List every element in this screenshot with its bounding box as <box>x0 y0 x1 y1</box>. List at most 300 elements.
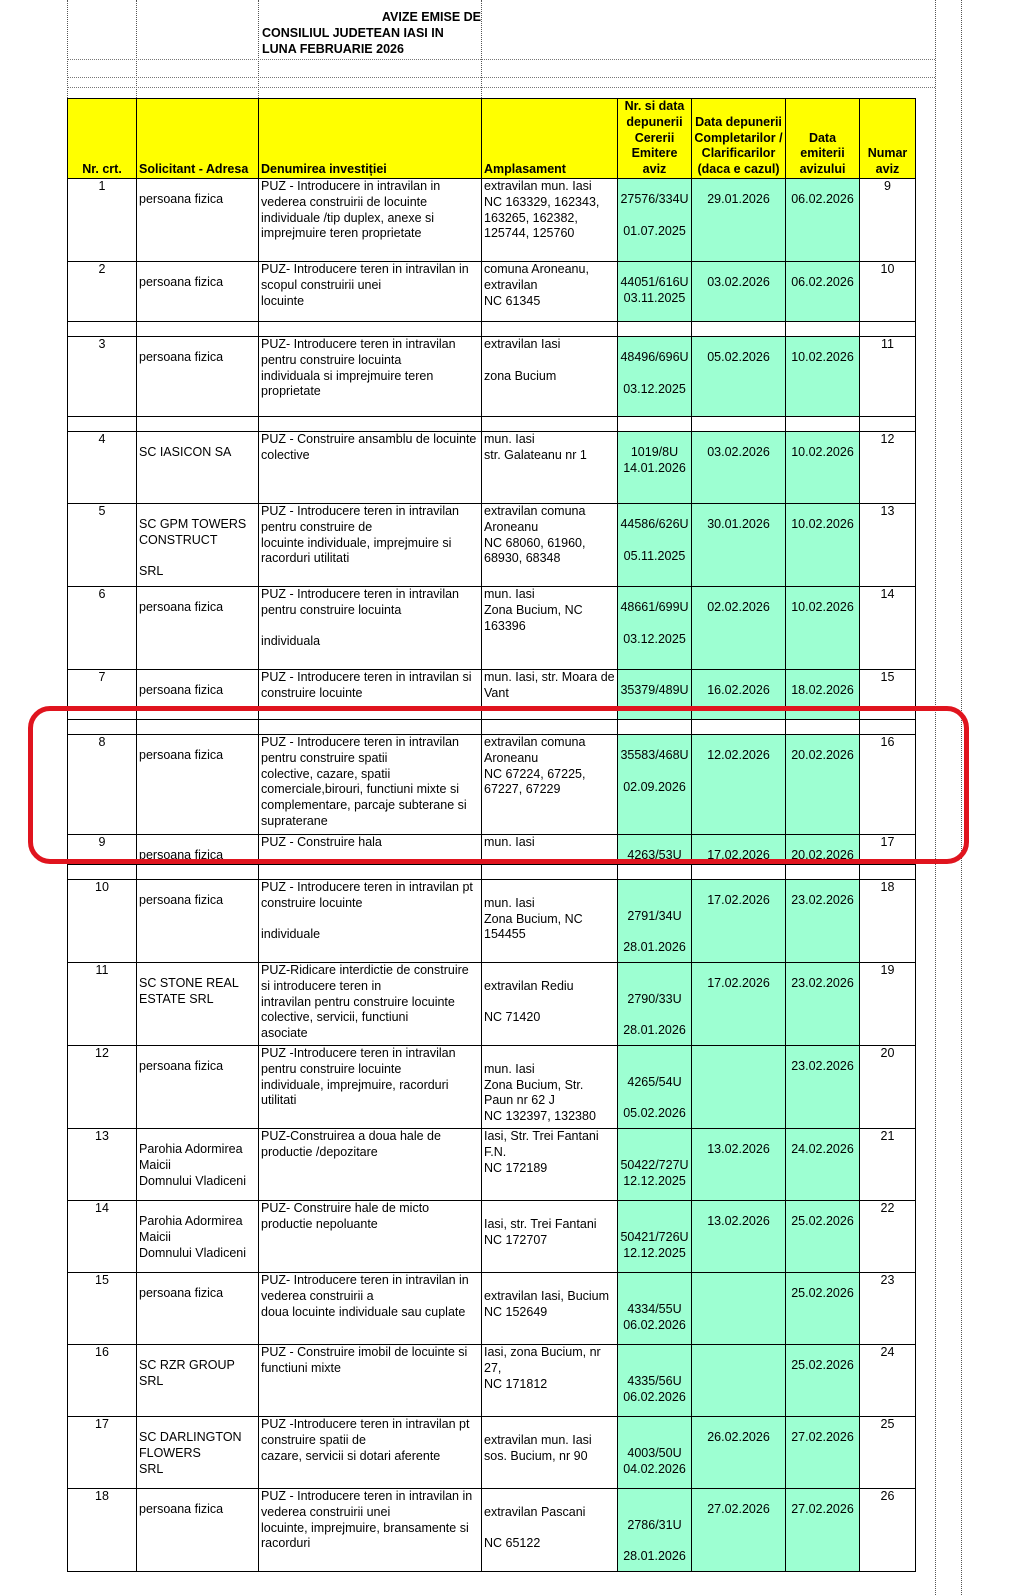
cell-denumire <box>259 963 482 1046</box>
table-row <box>68 262 916 322</box>
spacer-row <box>68 865 916 880</box>
report-title <box>262 9 487 57</box>
cell-emitere: 20.02.2026 <box>786 835 860 865</box>
cell-line: functiuni mixte <box>261 1360 341 1375</box>
cell-denumire <box>259 880 482 963</box>
empty-cell <box>692 865 786 880</box>
cell-cerere <box>618 1489 692 1572</box>
cell-line: productie nepoluante <box>261 1216 378 1231</box>
cell-amplasament <box>482 179 618 262</box>
cell-line: PUZ - Introducere teren in intravilan si <box>261 670 472 684</box>
cell-line: Iasi, zona Bucium, nr <box>484 1345 601 1359</box>
cell-emitere: 06.02.2026 <box>786 262 860 322</box>
cell-clarificari: 29.01.2026 <box>692 179 786 262</box>
cell-denumire <box>259 587 482 670</box>
cell-line: persoana fizica <box>139 1059 224 1073</box>
cell-line: cazare, servicii si dotari aferente <box>261 1448 441 1463</box>
cell-nr: 7 <box>68 670 137 720</box>
cell-line: PUZ- Introducere teren in intravilan <box>261 337 456 351</box>
cell-denumire <box>259 1273 482 1345</box>
cell-line: 1019/8U <box>630 445 679 459</box>
cell-numar-aviz: 23 <box>860 1273 916 1345</box>
cell-line: 05.02.2026 <box>623 1106 686 1121</box>
cell-emitere: 27.02.2026 <box>786 1489 860 1572</box>
table-row <box>68 587 916 670</box>
cell-solicitant <box>137 1273 259 1345</box>
header-emitere: Data emiterii avizului <box>786 99 860 179</box>
cell-line: asociate <box>261 1026 308 1041</box>
cell-line: SC DARLINGTON <box>139 1430 242 1444</box>
cell-line: Maicii <box>139 1157 171 1172</box>
empty-cell <box>137 322 259 337</box>
highlight-box <box>28 706 969 864</box>
cell-line: 125744, 125760 <box>484 226 575 241</box>
cell-line: pentru construire locuinta <box>261 602 402 617</box>
cell-line: PUZ - Introducere teren in intravilan in <box>261 1489 473 1503</box>
cell-line: extravilan Iasi, Bucium <box>484 1288 610 1303</box>
cell-line <box>484 353 615 369</box>
cell-solicitant <box>137 1417 259 1489</box>
cell-line: persoana fizica <box>139 748 224 762</box>
cell-line: 2791/34U <box>627 908 682 923</box>
cell-line: 154455 <box>484 927 526 942</box>
cell-line: individuale /tip duplex, anexe si <box>261 210 435 225</box>
cell-line: 68930, 68348 <box>484 551 561 566</box>
cell-line: extravilan mun. Iasi <box>484 179 592 193</box>
cell-numar-aviz: 26 <box>860 1489 916 1572</box>
cell-solicitant <box>137 880 259 963</box>
cell-emitere: 10.02.2026 <box>786 587 860 670</box>
cell-emitere: 25.02.2026 <box>786 1273 860 1345</box>
cell-denumire <box>259 1129 482 1201</box>
cell-line: NC 68060, 61960, <box>484 535 586 550</box>
cell-line: mun. Iasi <box>484 587 535 601</box>
cell-line: persoana fizica <box>139 848 224 862</box>
cell-cerere <box>618 587 692 670</box>
cell-cerere <box>618 262 692 322</box>
cell-amplasament <box>482 1046 618 1129</box>
empty-cell <box>786 417 860 432</box>
empty-cell <box>482 322 618 337</box>
cell-line: vederea construirii de locuinte <box>261 194 428 209</box>
cell-cerere <box>618 1046 692 1129</box>
cell-denumire <box>259 1417 482 1489</box>
cell-solicitant <box>137 1489 259 1572</box>
cell-line: PUZ - Introducere teren in intravilan <box>261 735 460 749</box>
cell-line: 50421/726U <box>620 1229 689 1244</box>
table-row <box>68 1273 916 1345</box>
cell-line: 02.09.2026 <box>623 779 686 794</box>
cell-amplasament <box>482 880 618 963</box>
cell-line: NC 172707 <box>484 1232 548 1247</box>
cell-denumire <box>259 504 482 587</box>
cell-emitere: 10.02.2026 <box>786 504 860 587</box>
cell-line: SRL <box>139 1373 164 1388</box>
cell-line: PUZ - Construire ansamblu de locuinte <box>261 432 477 446</box>
cell-amplasament <box>482 1489 618 1572</box>
cell-line <box>620 1008 689 1024</box>
cell-line: PUZ - Introducere teren in intravilan pt <box>261 880 473 894</box>
cell-line: SC RZR GROUP <box>139 1358 235 1372</box>
empty-cell <box>786 865 860 880</box>
cell-solicitant <box>137 1046 259 1129</box>
cell-clarificari: 02.02.2026 <box>692 587 786 670</box>
header-numar: Numar aviz <box>860 99 916 179</box>
table-row <box>68 337 916 417</box>
cell-line: vederea construirii unei <box>261 1504 391 1519</box>
cell-solicitant <box>137 1201 259 1273</box>
cell-line: Aroneanu <box>484 750 539 765</box>
cell-line: construire locuinte <box>261 685 363 700</box>
cell-line: 35379/489U <box>620 683 689 697</box>
cell-line: Parohia Adormirea <box>139 1142 243 1156</box>
cell-line: individuale, imprejmuire, racorduri <box>261 1077 449 1092</box>
cell-clarificari: 17.02.2026 <box>692 835 786 865</box>
cell-clarificari: 27.02.2026 <box>692 1489 786 1572</box>
cell-line <box>620 1502 689 1518</box>
cell-denumire <box>259 1489 482 1572</box>
cell-line: 67227, 67229 <box>484 782 561 797</box>
empty-cell <box>692 322 786 337</box>
cell-line: 4263/53U <box>627 848 682 862</box>
cell-line: 4265/54U <box>627 1074 682 1089</box>
cell-line: 2790/33U <box>627 991 682 1006</box>
cell-line: extravilan comuna <box>484 504 586 518</box>
cell-line <box>139 549 256 565</box>
title-line-3: LUNA FEBRUARIE 2026 <box>262 42 404 56</box>
cell-line: NC 171812 <box>484 1376 548 1391</box>
cell-line: persoana fizica <box>139 893 224 907</box>
cell-line: PUZ -Introducere teren in intravilan pt <box>261 1417 470 1431</box>
cell-line: Domnului Vladiceni <box>139 1245 247 1260</box>
cell-line: PUZ-Ridicare interdictie de construire <box>261 963 469 977</box>
cell-line <box>261 619 479 635</box>
cell-nr: 16 <box>68 1345 137 1417</box>
header-nr: Nr. crt. <box>68 99 137 179</box>
cell-line <box>484 1273 615 1289</box>
cell-line: Iasi, str. Trei Fantani <box>484 1216 597 1231</box>
cell-cerere <box>618 1417 692 1489</box>
cell-cerere <box>618 1345 692 1417</box>
cell-cerere <box>618 1129 692 1201</box>
cell-line: Maicii <box>139 1229 171 1244</box>
cell-line: 12.12.2025 <box>623 1245 686 1260</box>
cell-line: Zona Bucium, Str. <box>484 1077 584 1092</box>
cell-line: mun. Iasi <box>484 835 535 849</box>
cell-denumire <box>259 337 482 417</box>
cell-line: 28.01.2026 <box>623 940 686 955</box>
empty-cell <box>860 417 916 432</box>
cell-numar-aviz: 17 <box>860 835 916 865</box>
cell-line: SC IASICON SA <box>139 445 232 459</box>
cell-emitere: 23.02.2026 <box>786 963 860 1046</box>
cell-emitere: 10.02.2026 <box>786 432 860 504</box>
cell-line: sos. Bucium, nr 90 <box>484 1448 588 1463</box>
cell-emitere: 20.02.2026 <box>786 735 860 835</box>
cell-line: mun. Iasi <box>484 1061 535 1076</box>
cell-line: PUZ- Introducere teren in intravilan in <box>261 262 469 276</box>
cell-numar-aviz: 15 <box>860 670 916 720</box>
cell-line <box>620 1059 689 1075</box>
table-row <box>68 504 916 587</box>
cell-solicitant <box>137 262 259 322</box>
cell-line: NC 163329, 162343, <box>484 194 600 209</box>
cell-clarificari: 13.02.2026 <box>692 1201 786 1273</box>
empty-cell <box>68 417 137 432</box>
cell-line: PUZ - Introducere in intravilan in <box>261 179 441 193</box>
cell-line: comuna Aroneanu, <box>484 262 589 276</box>
cell-line: persoana fizica <box>139 192 224 206</box>
table-row <box>68 1417 916 1489</box>
table-row <box>68 179 916 262</box>
cell-cerere <box>618 1201 692 1273</box>
cell-line: doua locuinte individuale sau cuplate <box>261 1304 466 1319</box>
cell-line: persoana fizica <box>139 600 224 614</box>
cell-solicitant <box>137 963 259 1046</box>
cell-line: SRL <box>139 564 164 579</box>
empty-cell <box>860 322 916 337</box>
cell-amplasament <box>482 1273 618 1345</box>
cell-emitere: 25.02.2026 <box>786 1201 860 1273</box>
cell-numar-aviz: 16 <box>860 735 916 835</box>
cell-line: intravilan pentru construire locuinte <box>261 994 455 1009</box>
cell-cerere <box>618 432 692 504</box>
cell-numar-aviz: 10 <box>860 262 916 322</box>
cell-amplasament <box>482 1345 618 1417</box>
cell-nr: 9 <box>68 835 137 865</box>
cell-cerere <box>618 179 692 262</box>
empty-cell <box>618 417 692 432</box>
cell-line <box>484 995 615 1011</box>
cell-clarificari: 12.02.2026 <box>692 735 786 835</box>
header-denumire: Denumirea investiției <box>259 99 482 179</box>
empty-cell <box>137 417 259 432</box>
header-amplasament: Amplasament <box>482 99 618 179</box>
cell-line: imprejmuire teren proprietate <box>261 226 422 241</box>
cell-nr: 4 <box>68 432 137 504</box>
cell-amplasament <box>482 337 618 417</box>
cell-line: Zona Bucium, NC <box>484 911 583 926</box>
cell-line: pentru construire spatii <box>261 750 388 765</box>
cell-line: ESTATE SRL <box>139 991 214 1006</box>
cell-line: FLOWERS <box>139 1445 201 1460</box>
cell-line: PUZ - Construire imobil de locuinte si <box>261 1345 468 1359</box>
header-row <box>68 99 916 179</box>
cell-line: extravilan Rediu <box>484 978 574 993</box>
cell-line <box>484 1046 615 1062</box>
table-row <box>68 432 916 504</box>
cell-line: 28.01.2026 <box>623 1023 686 1038</box>
cell-amplasament <box>482 504 618 587</box>
cell-denumire <box>259 1345 482 1417</box>
cell-nr: 15 <box>68 1273 137 1345</box>
cell-line: extravilan mun. Iasi <box>484 1432 592 1447</box>
cell-line: 01.07.2025 <box>623 223 686 238</box>
cell-amplasament <box>482 432 618 504</box>
cell-line: extravilan Pascani <box>484 1504 586 1519</box>
cell-clarificari: 17.02.2026 <box>692 880 786 963</box>
cell-line: NC 65122 <box>484 1536 541 1551</box>
cell-line <box>620 1358 689 1374</box>
empty-cell <box>137 865 259 880</box>
cell-line: 03.12.2025 <box>623 631 686 646</box>
cell-line: 163396 <box>484 618 526 633</box>
cell-emitere: 18.02.2026 <box>786 670 860 720</box>
cell-line: extravilan Iasi <box>484 337 561 351</box>
cell-line: persoana fizica <box>139 275 224 289</box>
cell-line: 12.12.2025 <box>623 1173 686 1188</box>
cell-line: 04.02.2026 <box>623 1461 686 1476</box>
cell-line: pentru construire locuinte <box>261 1061 402 1076</box>
empty-cell <box>786 322 860 337</box>
cell-line: Aroneanu <box>484 519 539 534</box>
cell-line: mun. Iasi <box>484 432 535 446</box>
cell-line: colective <box>261 447 310 462</box>
cell-line: NC 152649 <box>484 1304 548 1319</box>
cell-line: Iasi, Str. Trei Fantani <box>484 1129 599 1143</box>
cell-line: PUZ -Introducere teren in intravilan <box>261 1046 456 1060</box>
cell-line <box>620 1286 689 1302</box>
cell-numar-aviz: 13 <box>860 504 916 587</box>
header-clarificari: Data depunerii Completarilor / Clarificarilor (daca e cazul) <box>692 99 786 179</box>
cell-line: Zona Bucium, NC <box>484 602 583 617</box>
cell-line <box>620 1142 689 1158</box>
cell-line: 27576/334U <box>620 192 689 206</box>
cell-line <box>261 912 479 928</box>
cell-numar-aviz: 25 <box>860 1417 916 1489</box>
cell-nr: 11 <box>68 963 137 1046</box>
cell-clarificari: 03.02.2026 <box>692 262 786 322</box>
cell-line: 05.11.2025 <box>623 548 686 563</box>
cell-line: extravilan <box>484 277 538 292</box>
cell-clarificari: 16.02.2026 <box>692 670 786 720</box>
cell-line: NC 67224, 67225, <box>484 766 586 781</box>
cell-line: 03.12.2025 <box>623 381 686 396</box>
cell-denumire <box>259 262 482 322</box>
cell-line: Domnului Vladiceni <box>139 1173 247 1188</box>
cell-nr: 6 <box>68 587 137 670</box>
cell-line: NC 71420 <box>484 1010 541 1025</box>
cell-numar-aviz: 14 <box>860 587 916 670</box>
cell-numar-aviz: 11 <box>860 337 916 417</box>
cell-line: individuale <box>261 927 321 942</box>
cell-line: pentru construire de <box>261 519 373 534</box>
cell-line <box>484 963 615 979</box>
cell-line: mun. Iasi, str. Moara de <box>484 670 615 684</box>
empty-cell <box>68 865 137 880</box>
cell-solicitant <box>137 1129 259 1201</box>
cell-line: si introducere teren in <box>261 978 382 993</box>
cell-line: 28.01.2026 <box>623 1549 686 1564</box>
cell-cerere <box>618 504 692 587</box>
cell-nr: 18 <box>68 1489 137 1572</box>
cell-solicitant <box>137 587 259 670</box>
cell-clarificari <box>692 1273 786 1345</box>
cell-numar-aviz: 18 <box>860 880 916 963</box>
cell-amplasament <box>482 1201 618 1273</box>
cell-numar-aviz: 12 <box>860 432 916 504</box>
cell-line: 50422/727U <box>620 1157 689 1172</box>
cell-line: pentru construire locuinta <box>261 352 402 367</box>
cell-line <box>620 208 689 224</box>
cell-line: 4003/50U <box>627 1445 682 1460</box>
cell-line: individuala si imprejmuire teren <box>261 368 434 383</box>
cell-line <box>620 1214 689 1230</box>
cell-cerere <box>618 337 692 417</box>
empty-cell <box>68 322 137 337</box>
table-row <box>68 1046 916 1129</box>
cell-solicitant <box>137 1345 259 1417</box>
cell-line: 48661/699U <box>620 600 689 614</box>
table-row <box>68 1345 916 1417</box>
cell-line <box>484 1417 615 1433</box>
cell-line <box>484 880 615 896</box>
cell-line: SRL <box>139 1461 164 1476</box>
empty-cell <box>618 865 692 880</box>
cell-line: racorduri <box>261 1536 311 1551</box>
empty-cell <box>692 417 786 432</box>
cell-denumire <box>259 1201 482 1273</box>
cell-line: vederea construirii a <box>261 1288 374 1303</box>
cell-solicitant <box>137 337 259 417</box>
cell-nr: 1 <box>68 179 137 262</box>
cell-line: 44051/616U <box>620 275 689 289</box>
cell-line: PUZ - Construire hala <box>261 835 382 849</box>
cell-solicitant <box>137 504 259 587</box>
cell-amplasament <box>482 1129 618 1201</box>
cell-line: 44586/626U <box>620 517 689 531</box>
cell-line <box>484 1201 615 1217</box>
cell-amplasament <box>482 1417 618 1489</box>
cell-denumire <box>259 179 482 262</box>
cell-line: PUZ - Introducere teren in intravilan <box>261 504 460 518</box>
cell-line <box>620 925 689 941</box>
table-row <box>68 963 916 1046</box>
cell-clarificari: 30.01.2026 <box>692 504 786 587</box>
cell-line <box>620 1534 689 1550</box>
cell-clarificari <box>692 1046 786 1129</box>
cell-line: 14.01.2026 <box>623 460 686 475</box>
cell-line: locuinte <box>261 293 305 308</box>
spacer-row <box>68 322 916 337</box>
cell-line <box>620 616 689 632</box>
cell-line: 06.02.2026 <box>623 1389 686 1404</box>
header-solicitant: Solicitant - Adresa <box>137 99 259 179</box>
cell-line: Paun nr 62 J <box>484 1093 555 1108</box>
table-row <box>68 1201 916 1273</box>
table-row <box>68 1489 916 1572</box>
cell-line: NC 172189 <box>484 1160 548 1175</box>
cell-line <box>620 976 689 992</box>
cell-line <box>620 533 689 549</box>
cell-numar-aviz: 24 <box>860 1345 916 1417</box>
cell-cerere <box>618 1273 692 1345</box>
cell-denumire <box>259 1046 482 1129</box>
cell-emitere: 27.02.2026 <box>786 1417 860 1489</box>
cell-line: colective, servicii, functiuni <box>261 1010 409 1025</box>
cell-numar-aviz: 20 <box>860 1046 916 1129</box>
cell-line: mun. Iasi <box>484 895 535 910</box>
cell-solicitant <box>137 432 259 504</box>
cell-line: NC 61345 <box>484 293 541 308</box>
empty-cell <box>618 322 692 337</box>
cell-line: PUZ- Introducere teren in intravilan in <box>261 1273 469 1287</box>
cell-emitere: 10.02.2026 <box>786 337 860 417</box>
cell-line: 35583/468U <box>620 748 689 762</box>
cell-nr: 5 <box>68 504 137 587</box>
cell-line <box>484 1521 615 1537</box>
cell-nr: 17 <box>68 1417 137 1489</box>
